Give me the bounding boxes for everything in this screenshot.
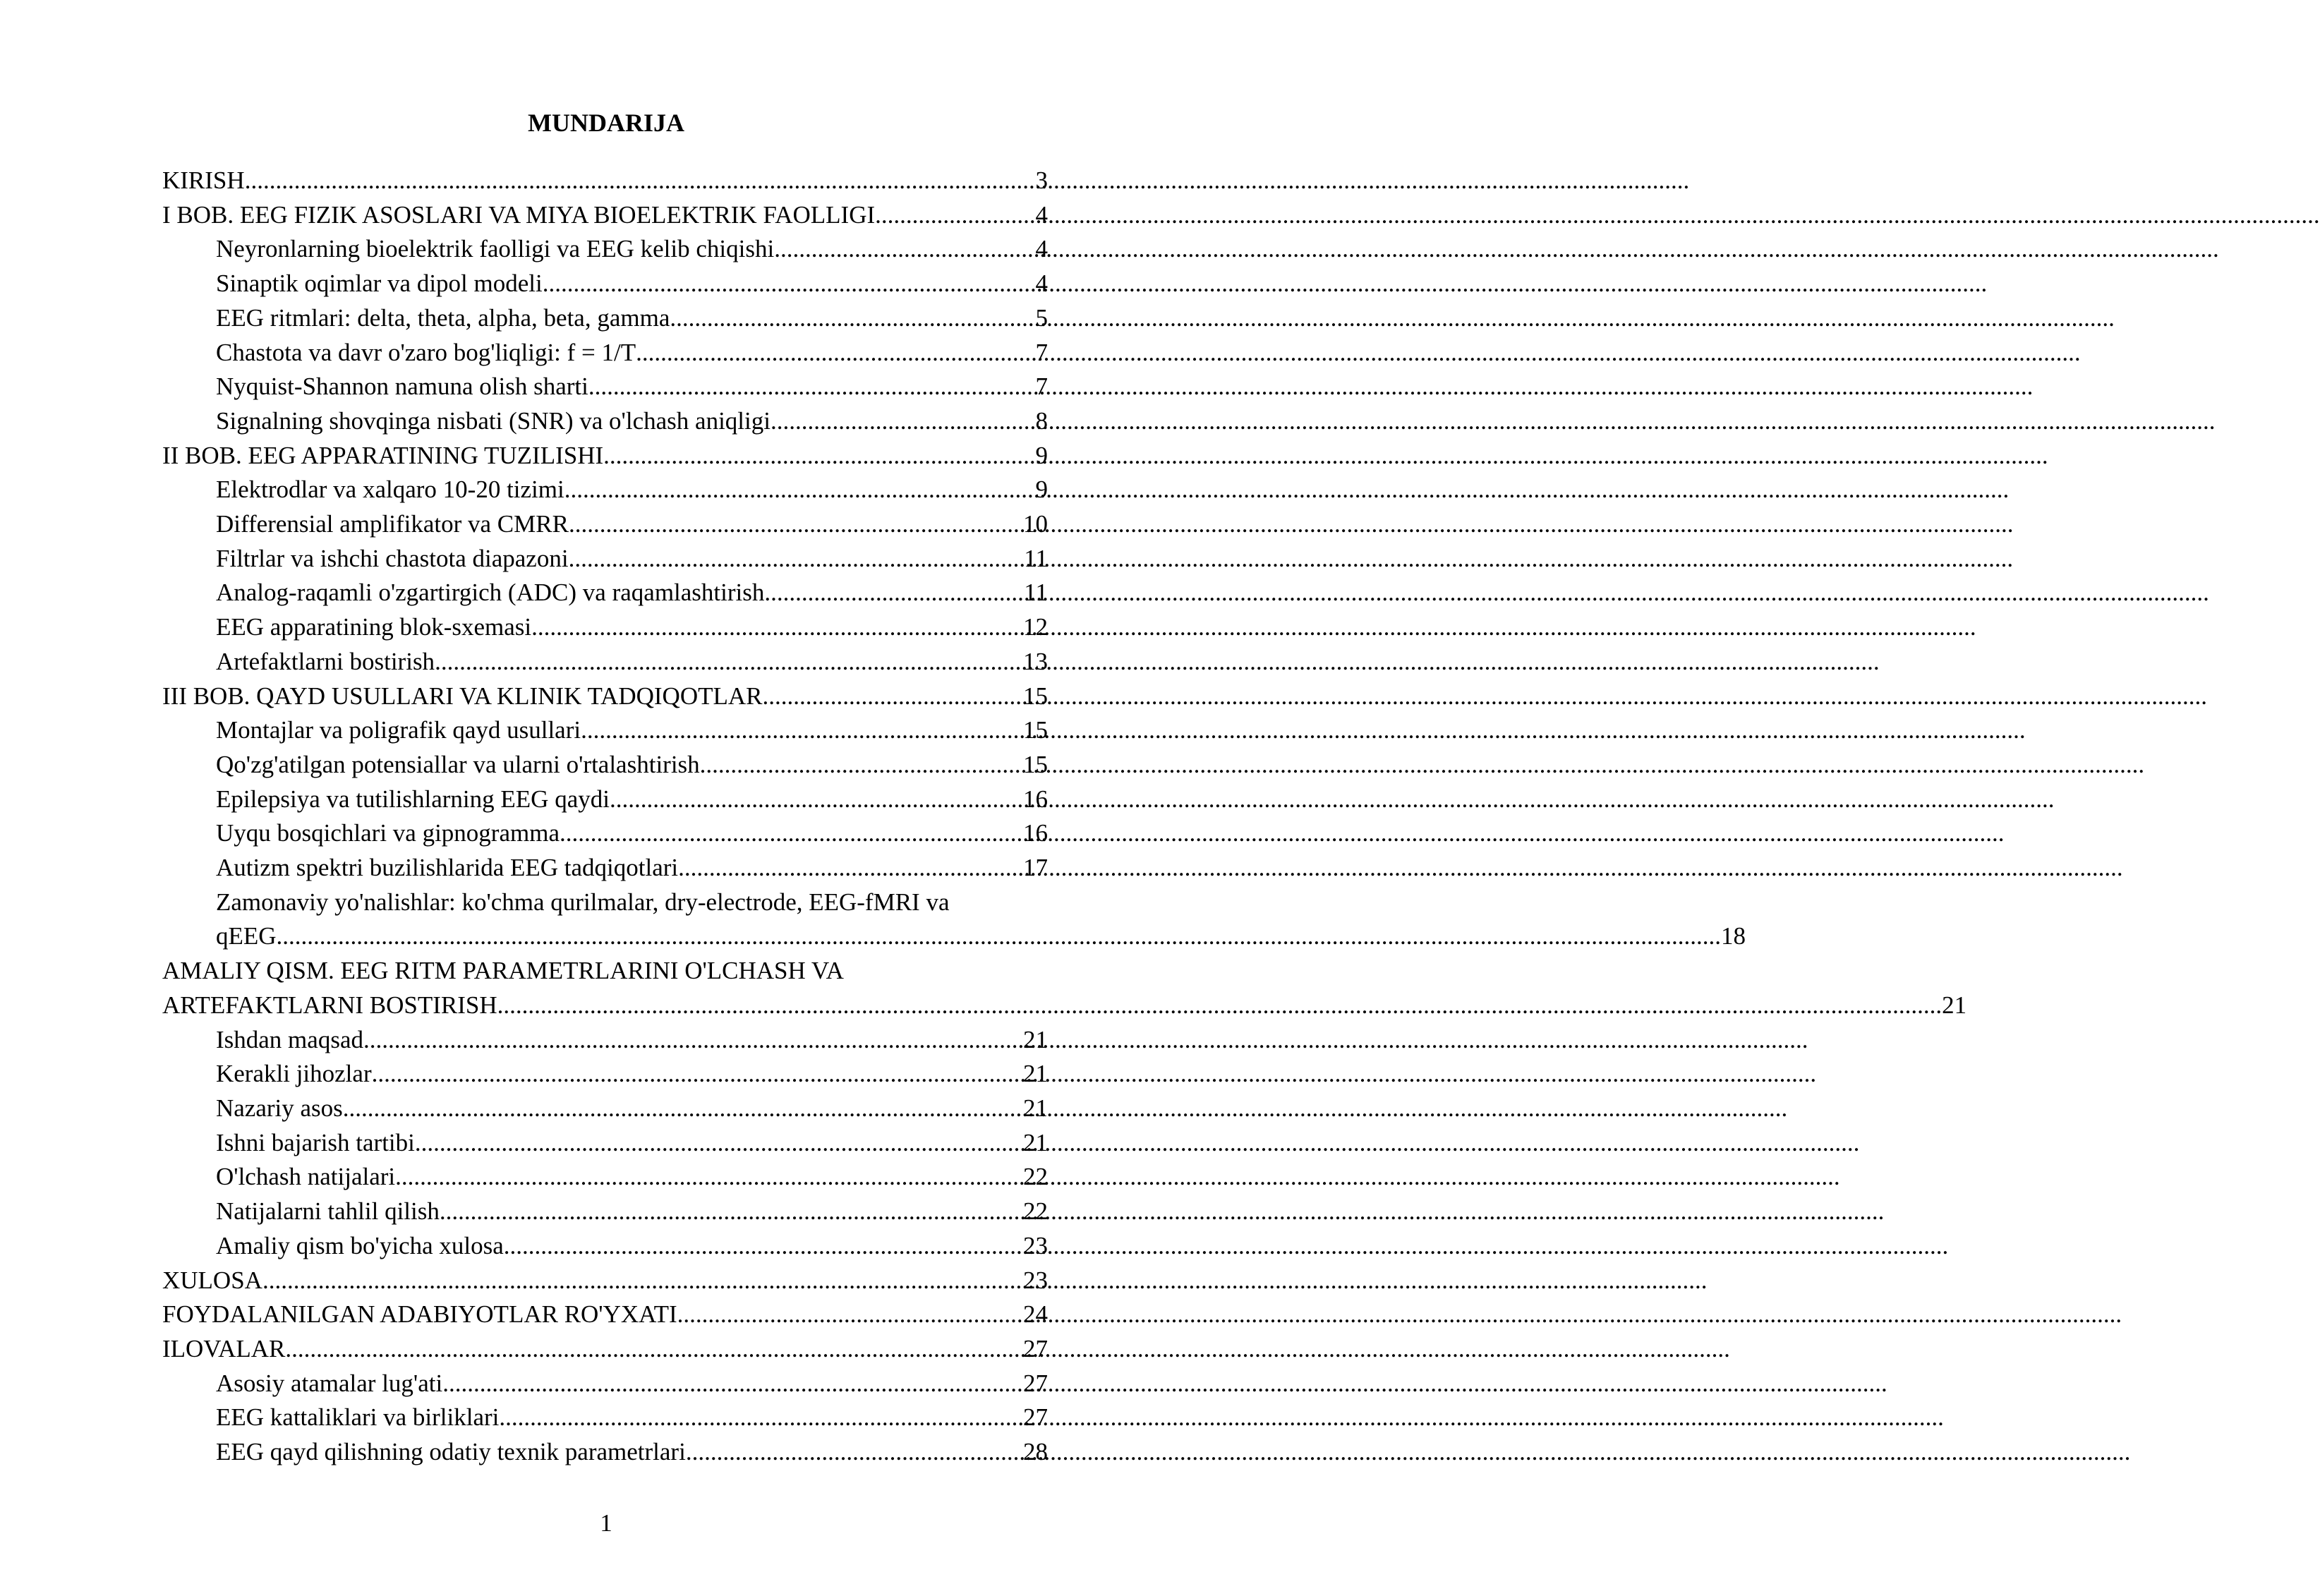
toc-entry-page: 12 [1023,613,1048,641]
toc-entry-title-line1: Zamonaviy yo'nalishlar: ko'chma qurilmalar, dry-electrode, EEG-fMRI va [216,888,950,916]
toc-leader-dots [440,1195,1023,1229]
toc-entry-section[interactable] [162,1057,1048,1092]
toc-entry-section[interactable] [162,782,1048,817]
toc-entry-title: XULOSA [162,1266,262,1294]
toc-leader-dots [569,507,1023,542]
toc-entry-title: II BOB. EEG APPARATINING TUZILISHI [162,441,604,469]
page-title: MUNDARIJA [528,109,684,137]
toc-leader-dots [499,1401,1023,1435]
toc-entry-section[interactable] [162,267,1048,301]
toc-entry-title: Sinaptik oqimlar va dipol modeli [216,270,543,298]
toc-entry-section[interactable] [162,232,1048,267]
toc-entry-title: Amaliy qism bo'yicha xulosa [216,1231,504,1259]
toc-entry-page: 23 [1023,1266,1048,1294]
toc-entry-title: Nazariy asos [216,1094,343,1122]
toc-entry-title: Differensial amplifikator va CMRR [216,510,569,538]
toc-entry-title: Ishdan maqsad [216,1025,363,1053]
toc-leader-dots [442,1367,1023,1401]
toc-entry-chapter-2[interactable] [162,439,1048,473]
toc-leader-dots [677,1298,1023,1332]
toc-entry-title: Montajlar va poligrafik qayd usullari [216,716,581,744]
toc-leader-dots [245,164,1036,198]
toc-entry-title: Asosiy atamalar lug'ati [216,1369,443,1397]
toc-entry-section[interactable] [162,645,1048,679]
toc-entry-title: EEG ritmlari: delta, theta, alpha, beta, gamma [216,303,670,332]
toc-entry-page: 21 [1023,1128,1048,1156]
toc-leader-dots [435,645,1023,679]
toc-leader-dots [581,713,1023,748]
toc-entry-appendices[interactable] [162,1332,1048,1367]
toc-entry-page: 22 [1023,1197,1048,1226]
toc-entry-title-line1: AMALIY QISM. EEG RITM PARAMETRLARINI O'LCHASH VA [162,957,844,985]
toc-entry-page: 5 [1035,303,1048,332]
toc-entry-title: Ishni bajarish tartibi [216,1128,415,1156]
toc-entry-section[interactable] [162,1023,1048,1058]
toc-entry-section[interactable] [162,576,1048,610]
toc-leader-dots [395,1160,1023,1195]
toc-entry-section[interactable] [162,507,1048,542]
toc-leader-dots [285,1332,1023,1367]
toc-entry-chapter-3[interactable] [162,679,1048,714]
toc-leader-dots [764,576,1024,610]
toc-entry-section[interactable] [162,748,1048,782]
toc-entry-title: Neyronlarning bioelektrik faolligi va EEG kelib chiqishi [216,235,775,263]
toc-entry-chapter-1[interactable] [162,198,1048,233]
toc-entry-page: 4 [1035,200,1048,229]
toc-leader-dots [700,748,1023,782]
toc-leader-dots [277,919,1722,954]
toc-leader-dots [569,542,1025,576]
toc-entry-title: Signalning shovqinga nisbati (SNR) va o'lchash aniqligi [216,406,771,435]
toc-entry-section[interactable] [162,336,1048,370]
toc-entry-page: 7 [1035,338,1048,366]
toc-entry-page: 11 [1024,579,1048,607]
toc-entry-section[interactable] [162,816,1048,851]
toc-entry-section-wrapped[interactable] [162,885,1746,954]
toc-entry-page: 18 [1721,922,1746,950]
toc-entry-section[interactable] [162,473,1048,507]
toc-leader-dots [762,679,1023,714]
toc-leader-dots [504,1229,1023,1264]
toc-entry-page: 28 [1023,1438,1048,1466]
toc-entry-line2 [216,919,1746,954]
toc-leader-dots [670,301,1035,336]
toc-leader-dots [686,1435,1023,1470]
toc-leader-dots [774,232,1035,267]
toc-entry-section[interactable] [162,1126,1048,1161]
toc-leader-dots [415,1126,1023,1161]
toc-entry-title: Artefaktlarni bostirish [216,647,435,675]
toc-entry-page: 21 [1942,991,1967,1019]
toc-entry-page: 27 [1023,1403,1048,1432]
toc-leader-dots [771,404,1036,439]
toc-entry-page: 24 [1023,1300,1048,1329]
toc-entry-page: 10 [1023,510,1048,538]
toc-entry-title: EEG kattaliklari va birliklari [216,1403,500,1432]
toc-entry-title: I BOB. EEG FIZIK ASOSLARI VA MIYA BIOELEKTRIK FAOLLIGI [162,200,876,229]
toc-entry-title: FOYDALANILGAN ADABIYOTLAR RO'YXATI [162,1300,677,1329]
toc-leader-dots [603,439,1035,473]
toc-entry-page: 4 [1035,235,1048,263]
toc-entry-page: 17 [1023,854,1048,882]
toc-entry-title: Chastota va davr o'zaro bog'liqligi: f = 1/T [216,338,636,366]
toc-entry-page: 4 [1035,270,1048,298]
toc-entry-page: 9 [1035,441,1048,469]
toc-entry-page: 9 [1035,476,1048,504]
toc-entry-section[interactable] [162,370,1048,404]
toc-leader-dots [531,610,1023,645]
toc-leader-dots [588,370,1036,404]
toc-leader-dots [543,267,1036,301]
toc-leader-dots [343,1092,1023,1126]
toc-leader-dots [678,851,1023,885]
table-of-contents [162,164,1967,1470]
toc-entry-page: 21 [1023,1060,1048,1088]
toc-entry-title: Nyquist-Shannon namuna olish sharti [216,373,588,401]
toc-entry-title: Epilepsiya va tutilishlarning EEG qaydi [216,785,610,813]
toc-entry-page: 22 [1023,1163,1048,1191]
toc-leader-dots [372,1057,1023,1092]
toc-leader-dots [363,1023,1023,1058]
toc-entry-title: Filtrlar va ishchi chastota diapazoni [216,544,569,572]
toc-entry-section[interactable] [162,1092,1048,1126]
toc-entry-title-line2: ARTEFAKTLARNI BOSTIRISH [162,991,497,1019]
toc-entry-references[interactable] [162,1298,1048,1332]
toc-entry-page: 11 [1024,544,1048,572]
toc-entry-section[interactable] [162,1160,1048,1195]
toc-entry-title: III BOB. QAYD USULLARI VA KLINIK TADQIQOTLAR [162,682,763,710]
toc-entry-page: 27 [1023,1369,1048,1397]
toc-entry-page: 16 [1023,819,1048,847]
toc-entry-title: Natijalarni tahlil qilish [216,1197,440,1226]
toc-entry-practical-part[interactable] [162,954,1967,1022]
toc-entry-section[interactable] [162,851,1048,885]
toc-leader-dots [610,782,1023,817]
toc-entry-page: 21 [1023,1094,1048,1122]
toc-entry-title: O'lchash natijalari [216,1163,396,1191]
toc-entry-section[interactable] [162,542,1048,576]
toc-entry-kirish[interactable] [162,164,1048,198]
toc-entry-page: 7 [1035,373,1048,401]
toc-entry-title: EEG apparatining blok-sxemasi [216,613,532,641]
toc-entry-section[interactable] [162,1195,1048,1229]
toc-entry-title: Kerakli jihozlar [216,1060,372,1088]
toc-entry-title: Uyqu bosqichlari va gipnogramma [216,819,560,847]
toc-leader-dots [875,198,1035,233]
toc-entry-section[interactable] [162,713,1048,748]
toc-entry-section[interactable] [162,1229,1048,1264]
toc-leader-dots [497,989,1943,1023]
toc-entry-title: Elektrodlar va xalqaro 10-20 tizimi [216,476,564,504]
toc-entry-section[interactable] [162,301,1048,336]
toc-entry-section[interactable] [162,1401,1048,1435]
toc-entry-page: 23 [1023,1231,1048,1259]
toc-entry-page: 8 [1035,406,1048,435]
toc-entry-section[interactable] [162,404,1048,439]
toc-leader-dots [636,336,1035,370]
toc-entry-page: 3 [1035,167,1048,194]
toc-entry-page: 27 [1023,1334,1048,1362]
toc-entry-page: 15 [1023,716,1048,744]
toc-entry-wrapped-text [162,954,1966,1022]
toc-entry-page: 16 [1023,785,1048,813]
toc-leader-dots [262,1264,1023,1298]
toc-entry-title-line2: qEEG [216,922,277,950]
toc-entry-section[interactable] [162,1435,1048,1470]
toc-entry-title: EEG qayd qilishning odatiy texnik parametrlari [216,1438,686,1466]
toc-entry-conclusion[interactable] [162,1264,1048,1298]
toc-entry-title: Autizm spektri buzilishlarida EEG tadqiqotlari [216,854,679,882]
toc-entry-title: Qo'zg'atilgan potensiallar va ularni o'rtalashtirish [216,750,700,778]
toc-entry-title: ILOVALAR [162,1334,286,1362]
toc-entry-page: 15 [1023,750,1048,778]
page-number: 1 [600,1509,612,1537]
toc-entry-title: KIRISH [162,167,245,194]
toc-leader-dots [564,473,1036,507]
toc-entry-page: 13 [1023,647,1048,675]
toc-entry-wrapped-text [216,885,1746,954]
toc-entry-title: Analog-raqamli o'zgartirgich (ADC) va raqamlashtirish [216,579,765,607]
toc-entry-section[interactable] [162,1367,1048,1401]
toc-entry-line2 [162,989,1966,1023]
toc-leader-dots [560,816,1023,851]
toc-entry-page: 15 [1023,682,1048,710]
toc-entry-section[interactable] [162,610,1048,645]
toc-entry-page: 21 [1023,1025,1048,1053]
